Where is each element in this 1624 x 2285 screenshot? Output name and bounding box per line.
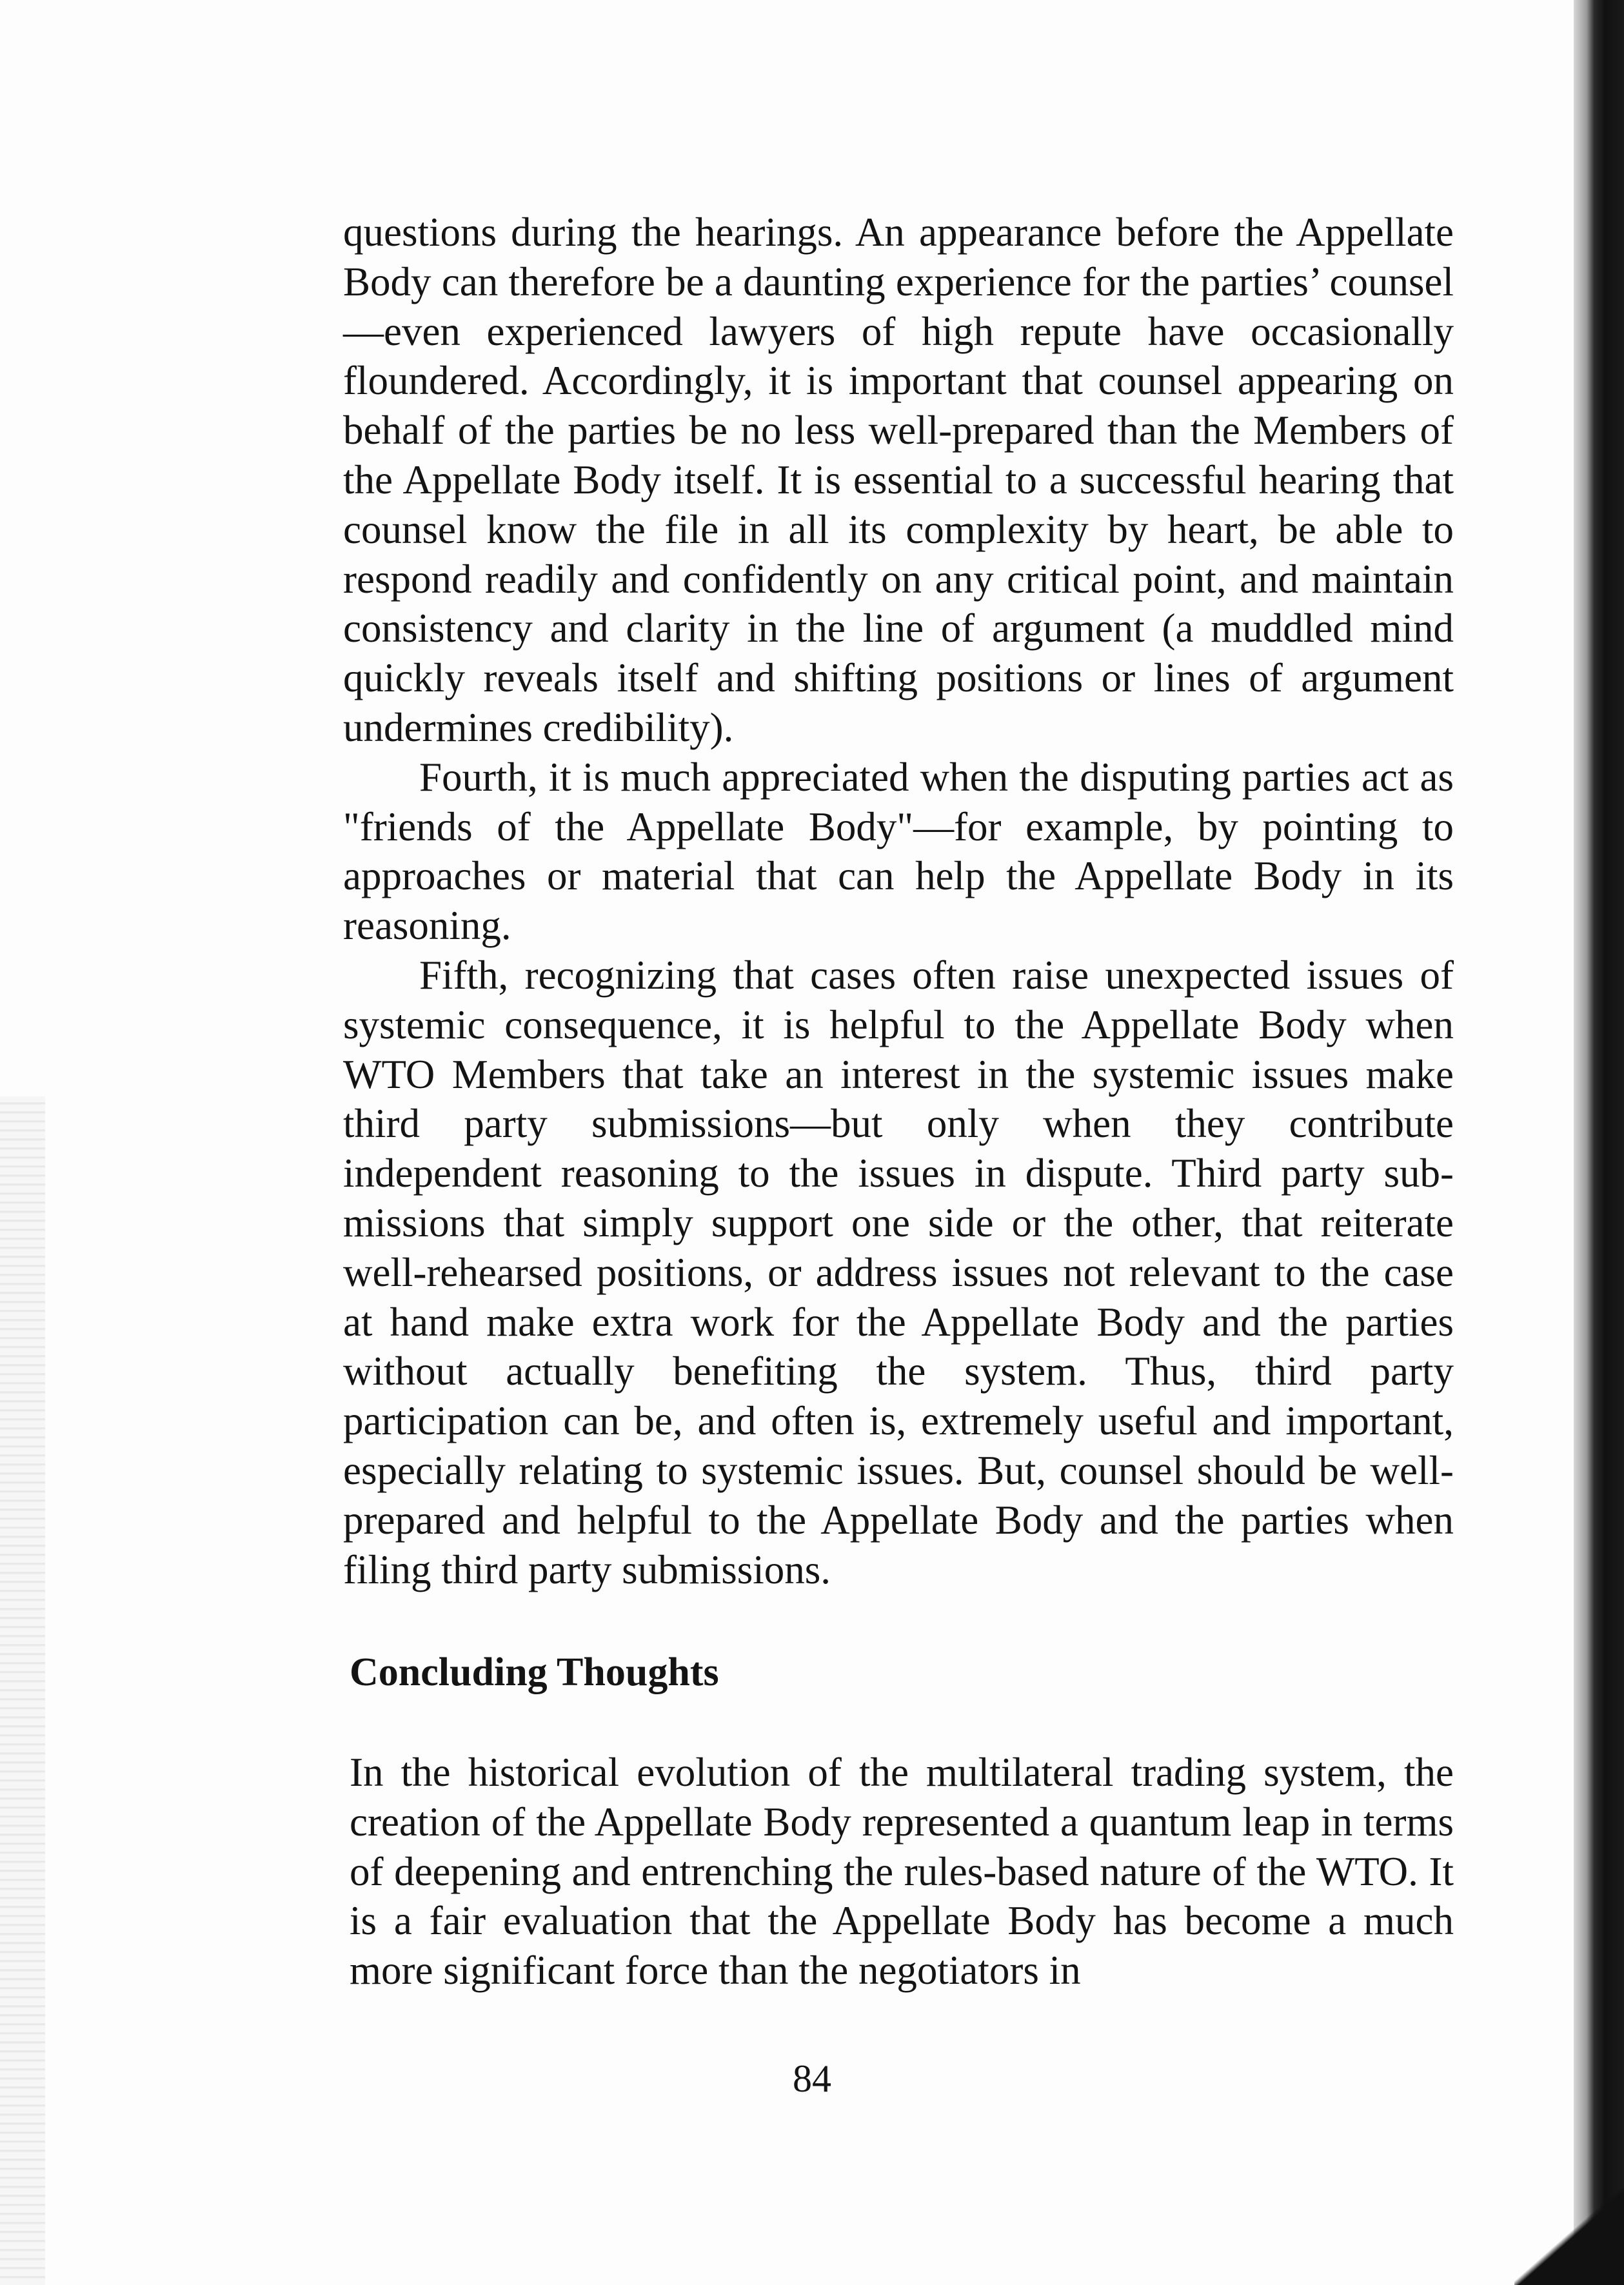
section-heading: Concluding Thoughts [350, 1650, 719, 1694]
scan-left-edge [0, 1096, 45, 2285]
paragraph-concluding: In the historical evolution of the multilateral trading system, the creation of the Appellate Body represented a quantum leap in terms of deepening and entrenching the rules-based nature of the WTO. It is a fair evaluation that the Appellate Body has become a much more significant force than the negotiators in [350, 1750, 1454, 1993]
book-binding-corner [1514, 2188, 1624, 2285]
paragraph-fourth: Fourth, it is much appreciated when the disputing parties act as "friends of the Appellate Body"—for example, by pointing to approaches or material that can help the Appellate Body in its reasoning. [343, 754, 1454, 949]
paragraph-hearings: questions during the hearings. An appearance before the Appellate Body can therefore be a daunting experience for the parties’ counsel—even experienced lawyers of high repute have occasionally floundered. Accordingly, it is important that counsel appearing on behalf of the parties be no less well-prepared than the Members of the Appellate Body itself. It is essential to a successful hearing that counsel know the file in all its complexity by heart, be able to respond readily and confidently on any critical point, and maintain consistency and clarity in the line of argument (a muddled mind quickly reveals itself and shifting positions or lines of argument undermines credibility). [343, 210, 1454, 750]
body-text [343, 208, 1454, 1594]
paragraph-fifth: Fifth, recognizing that cases often raise unexpected issues of systemic consequence, it is helpful to the Appellate Body when WTO Members that take an interest in the systemic issues make third party submissions—but only when they contribute independent reasoning to the issues in dispute. Third party submissions that simply support one side or the other, that reiterate well-rehearsed positions, or address issues not relevant to the case at hand make extra work for the Appellate Body and the parties without actually benefiting the system. Thus, third party participation can be, and often is, extremely useful and important, especially relating to systemic issues. But, counsel should be well-prepared and helpful to the Appellate Body and the parties when filing third party submissions. [343, 952, 1454, 1592]
page-number: 84 [793, 2057, 831, 2100]
book-binding-edge [1574, 0, 1624, 2285]
